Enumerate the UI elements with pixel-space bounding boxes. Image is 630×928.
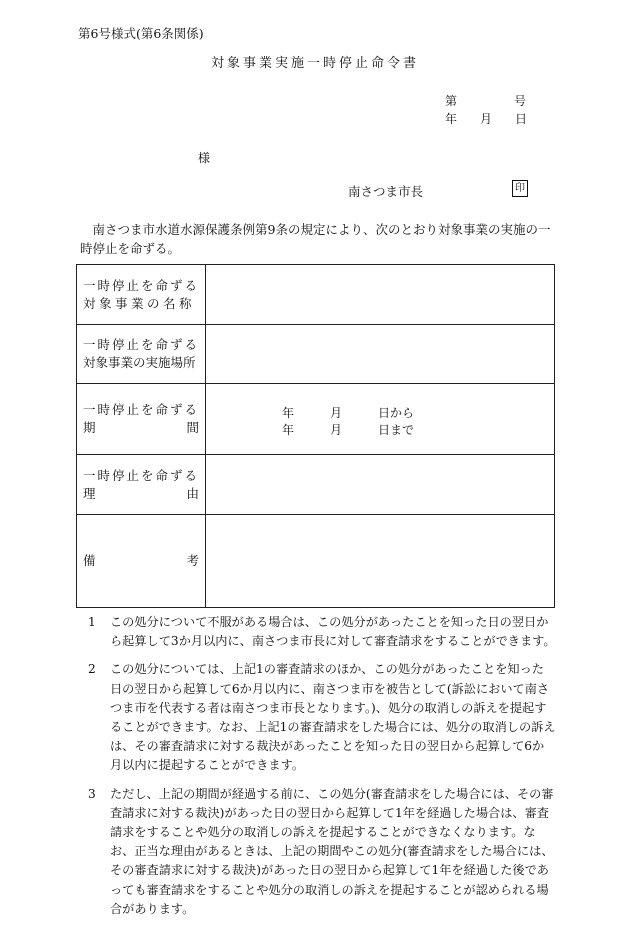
label-project-name [77,265,206,325]
period-to-year: 年 [282,423,295,437]
label-char: 考 [186,553,199,568]
form-number: 第6号様式(第6条関係) [78,26,204,41]
period-to-day: 日まで [378,423,415,437]
date-day: 日 [515,112,528,126]
label-char: 間 [186,420,199,435]
note-item [88,660,556,775]
row-project-location [77,325,555,384]
period-from-day: 日から [378,406,415,420]
label-line: 対象事業の名称 [83,295,196,311]
field-remarks[interactable] [206,515,555,608]
order-table [76,264,555,608]
addressee-honorific: 様 [198,151,211,165]
label-char: 理 [83,485,96,501]
field-project-location[interactable] [206,325,555,384]
row-reason [77,455,555,515]
label-line: 対象事業の実施場所 [83,355,196,370]
label-char: 期 [83,420,96,435]
note-item [88,613,556,651]
label-line: 一時停止を命ずる [83,277,200,293]
note-number: 2 [88,662,96,677]
label-line: 一時停止を命ずる [83,467,200,483]
label-line [83,552,199,570]
label-period [77,384,206,455]
label-reason [77,455,206,515]
field-period[interactable] [206,384,555,455]
period-from-month: 月 [330,406,343,420]
label-project-location [77,325,206,384]
doc-number-dai: 第 [445,94,458,108]
label-remarks [77,515,206,608]
note-text: この処分について不服がある場合は、この処分があったことを知った日の翌日から起算して3か月以内に、南さつま市長に対して審査請求をすることができます。 [110,615,556,649]
row-period [77,384,555,455]
row-remarks [77,515,555,608]
period-from-year: 年 [282,406,295,420]
label-char: 備 [83,553,96,568]
label-char: 由 [186,485,199,501]
note-text: ただし、上記の期間が経過する前に、この処分(審査請求をした場合には、その審査請求に対する裁決)があった日の翌日から起算して1年を経過した場合は、審査請求をすることや処分の取消しの訴えを提起することができなくなります。なお、正当な理由があるときは、上記の期間やこの処分(審査請求をした場合には、その審査請求に対する裁決)があった日の翌日から起算して1年を経過した後であっても審査請求をすることや処分の取消しの訴えを提起することが認められる場合があります。 [110,786,554,916]
date-year: 年 [445,112,458,126]
note-item [88,785,556,919]
issuer-name: 南さつま市長 [348,184,424,199]
note-text: この処分については、上記1の審査請求のほか、この処分があったことを知った日の翌日から起算して6か月以内に、南さつま市を被告として(訴訟において南さつま市を代表する者は南さつま市長となります。)、処分の取消しの訴えを提起することができます。なお、上記1の審査請求をした場合には、処分の取消しの訴えは、その審査請求に対する裁決があったことを知った日の翌日から起算して6か月以内に提起することができます。 [110,662,556,773]
row-project-name [77,265,555,325]
field-reason[interactable] [206,455,555,515]
note-number: 1 [88,615,96,629]
notes-section [88,613,556,928]
body-text: 南さつま市水道水源保護条例第9条の規定により、次のとおり対象事業の実施の一時停止を命ずる。 [80,222,551,256]
document-title: 対象事業実施一時停止命令書 [210,56,419,71]
date-month: 月 [480,112,493,126]
period-to-month: 月 [330,423,343,437]
seal-mark: 印 [512,180,528,197]
label-line: 一時停止を命ずる [83,402,200,417]
field-project-name[interactable] [206,265,555,325]
label-line: 一時停止を命ずる [83,337,200,352]
note-number: 3 [88,786,96,801]
label-line [83,485,199,503]
label-line [83,419,199,437]
doc-number-go: 号 [514,94,527,108]
